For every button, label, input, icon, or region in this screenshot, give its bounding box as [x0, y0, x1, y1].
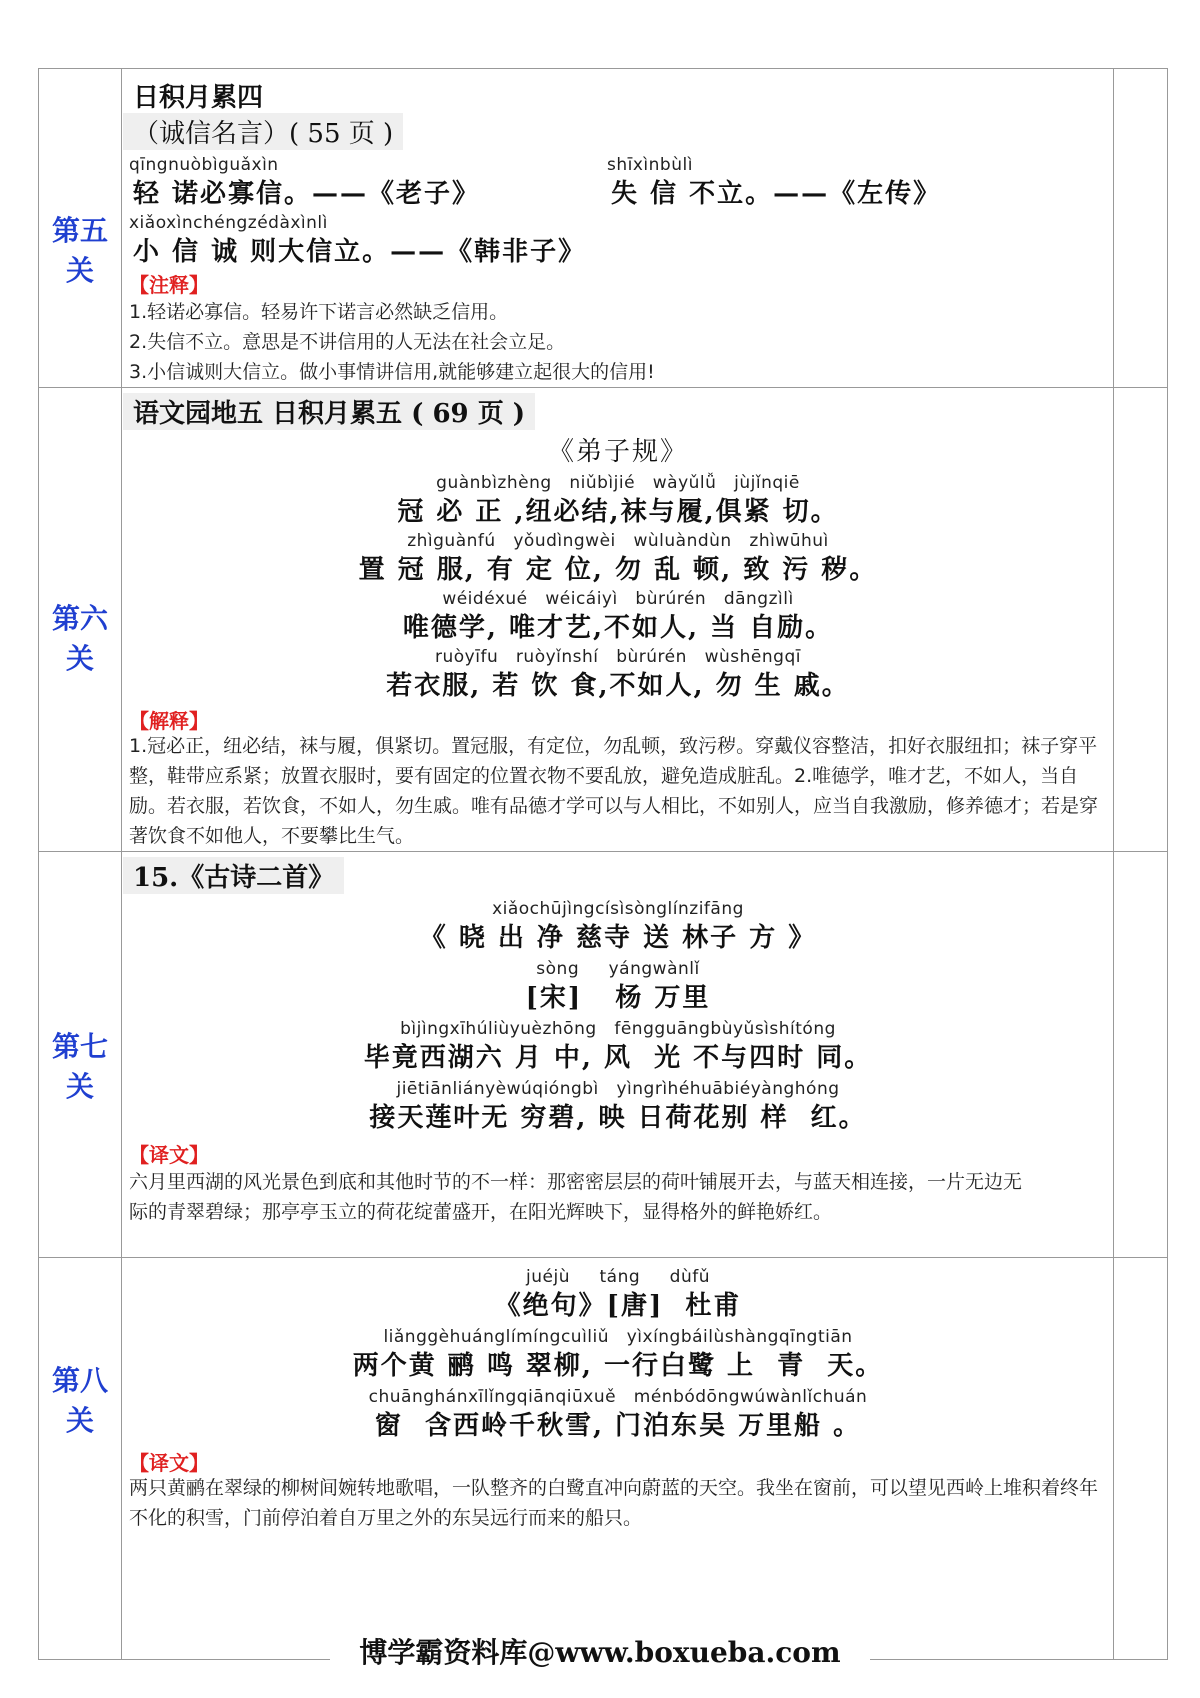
verse-line: 接天莲叶无 穷碧, 映 日荷花别 样 红。 [369, 1103, 867, 1133]
poem-title: 《 晓 出 净 慈寺 送 林子 方 》 [419, 923, 817, 953]
level-label-8: 第八关 [51, 1364, 108, 1437]
poem-title: 《绝句》[唐] 杜甫 [494, 1291, 742, 1321]
explanation-tag: 【解释】 [129, 709, 209, 733]
notes-block [129, 297, 1099, 387]
quote-line: 轻 诺必寡信。——《老子》 [133, 179, 481, 209]
translation-text: 六月里西湖的风光景色到底和其他时节的不一样：那密密层层的荷叶铺展开去，与蓝天相连接，一片无边无际的青翠碧绿；那亭亭玉立的荷花绽蕾盛开，在阳光辉映下，显得格外的鲜艳娇红。 [129, 1171, 1023, 1223]
translation-tag: 【译文】 [129, 1451, 209, 1475]
section-title: 语文园地五 日积月累五 ( 69 页 ) [123, 393, 535, 430]
section-subtitle: （诚信名言）( 55 页 ) [123, 113, 403, 150]
translation-tag: 【译文】 [129, 1143, 209, 1167]
pinyin-line: sòng yángwànlǐ [536, 959, 700, 979]
level-label-5: 第五关 [51, 214, 108, 287]
pinyin-line: qīngnuòbìguǎxìn [129, 155, 279, 175]
level-label-7: 第七关 [51, 1030, 108, 1103]
pinyin-line: guànbìzhèng niǔbìjié wàyǔlǚ jùjǐnqiē [436, 473, 800, 493]
verse-line: 两个黄 鹂 鸣 翠柳, 一行白鹭 上 青 天。 [352, 1351, 884, 1381]
column-divider-right [1113, 69, 1114, 1659]
quote-line: 小 信 诚 则大信立。——《韩非子》 [133, 237, 587, 267]
note-line: 3.小信诚则大信立。做小事情讲信用,就能够建立起很大的信用! [129, 361, 655, 383]
section-level-5 [123, 69, 1113, 387]
section-title: 15.《古诗二首》 [123, 857, 344, 894]
note-line: 1.轻诺必寡信。轻易许下诺言必然缺乏信用。 [129, 301, 509, 323]
verse-line: 若衣服, 若 饮 食,不如人, 勿 生 戚。 [386, 671, 850, 701]
pinyin-line: xiǎoxìnchéngzédàxìnlì [129, 213, 328, 233]
section-level-6 [123, 387, 1113, 851]
note-line: 2.失信不立。意思是不讲信用的人无法在社会立足。 [129, 331, 566, 353]
section-level-7 [123, 851, 1113, 1257]
pinyin-line: ruòyīfu ruòyǐnshí bùrúrén wùshēngqī [435, 647, 801, 667]
pinyin-line: bìjìngxīhúliùyuèzhōng fēngguāngbùyǔsìshítóng [400, 1019, 836, 1039]
explanation-text: 1.冠必正，纽必结，袜与履，俱紧切。置冠服，有定位，勿乱顿，致污秽。穿戴仪容整洁，扣好衣服纽扣；袜子穿平整，鞋带应系紧；放置衣服时，要有固定的位置衣物不要乱放，避免造成脏乱。2.唯德学，唯才艺，不如人，当自励。若衣服，若饮食，不如人，勿生戚。唯有品德才学可以与人相比，不如别人，应当自我激励，修养德才；若是穿著饮食不如他人，不要攀比生气。 [129, 735, 1099, 847]
pinyin-line: xiǎochūjìngcísìsònglínzifāng [492, 899, 744, 919]
section-title: 日积月累四 [133, 83, 264, 113]
pinyin-line: shīxìnbùlì [607, 155, 693, 175]
watermark-footer: 博学霸资料库@www.boxueba.com [330, 1630, 870, 1676]
verse-line: 冠 必 正 ,纽必结,袜与履,俱紧 切。 [397, 497, 839, 527]
pinyin-line: chuānghánxīlǐngqiānqiūxuě ménbódōngwúwànlǐchuán [368, 1387, 868, 1407]
verse-line: 毕竟西湖六 月 中, 风 光 不与四时 同。 [363, 1043, 873, 1073]
level-label-6: 第六关 [51, 602, 108, 675]
verse-line: 置 冠 服, 有 定 位, 勿 乱 顿, 致 污 秽。 [358, 555, 878, 585]
pinyin-line: wéidéxué wéicáiyì bùrúrén dāngzìlì [442, 589, 794, 609]
pinyin-line: juéjù táng dùfǔ [526, 1267, 710, 1287]
verse-line: 唯德学, 唯才艺,不如人, 当 自励。 [402, 613, 834, 643]
translation-text: 两只黄鹂在翠绿的柳树间婉转地歌唱，一队整齐的白鹭直冲向蔚蓝的天空。我坐在窗前，可以望见西岭上堆积着终年不化的积雪，门前停泊着自万里之外的东吴远行而来的船只。 [129, 1477, 1099, 1529]
verse-line: 窗 含西岭千秋雪, 门泊东吴 万里船 。 [374, 1411, 862, 1441]
poem-title: 《弟子规》 [547, 437, 688, 467]
pinyin-line: zhìguànfú yǒudìngwèi wùluàndùn zhìwūhuì [407, 531, 829, 551]
poem-author: [宋] 杨 万里 [525, 983, 711, 1013]
column-divider [121, 69, 122, 1659]
quote-line: 失 信 不立。——《左传》 [611, 179, 942, 209]
notes-tag: 【注释】 [129, 273, 209, 297]
pinyin-line: jiētiānliányèwúqióngbì yìngrìhéhuābiéyànghóng [396, 1079, 840, 1099]
section-level-8 [123, 1257, 1113, 1661]
pinyin-line: liǎnggèhuánglímíngcuìliǔ yìxíngbáilùshàngqīngtiān [383, 1327, 853, 1347]
document-sheet [38, 68, 1168, 1660]
